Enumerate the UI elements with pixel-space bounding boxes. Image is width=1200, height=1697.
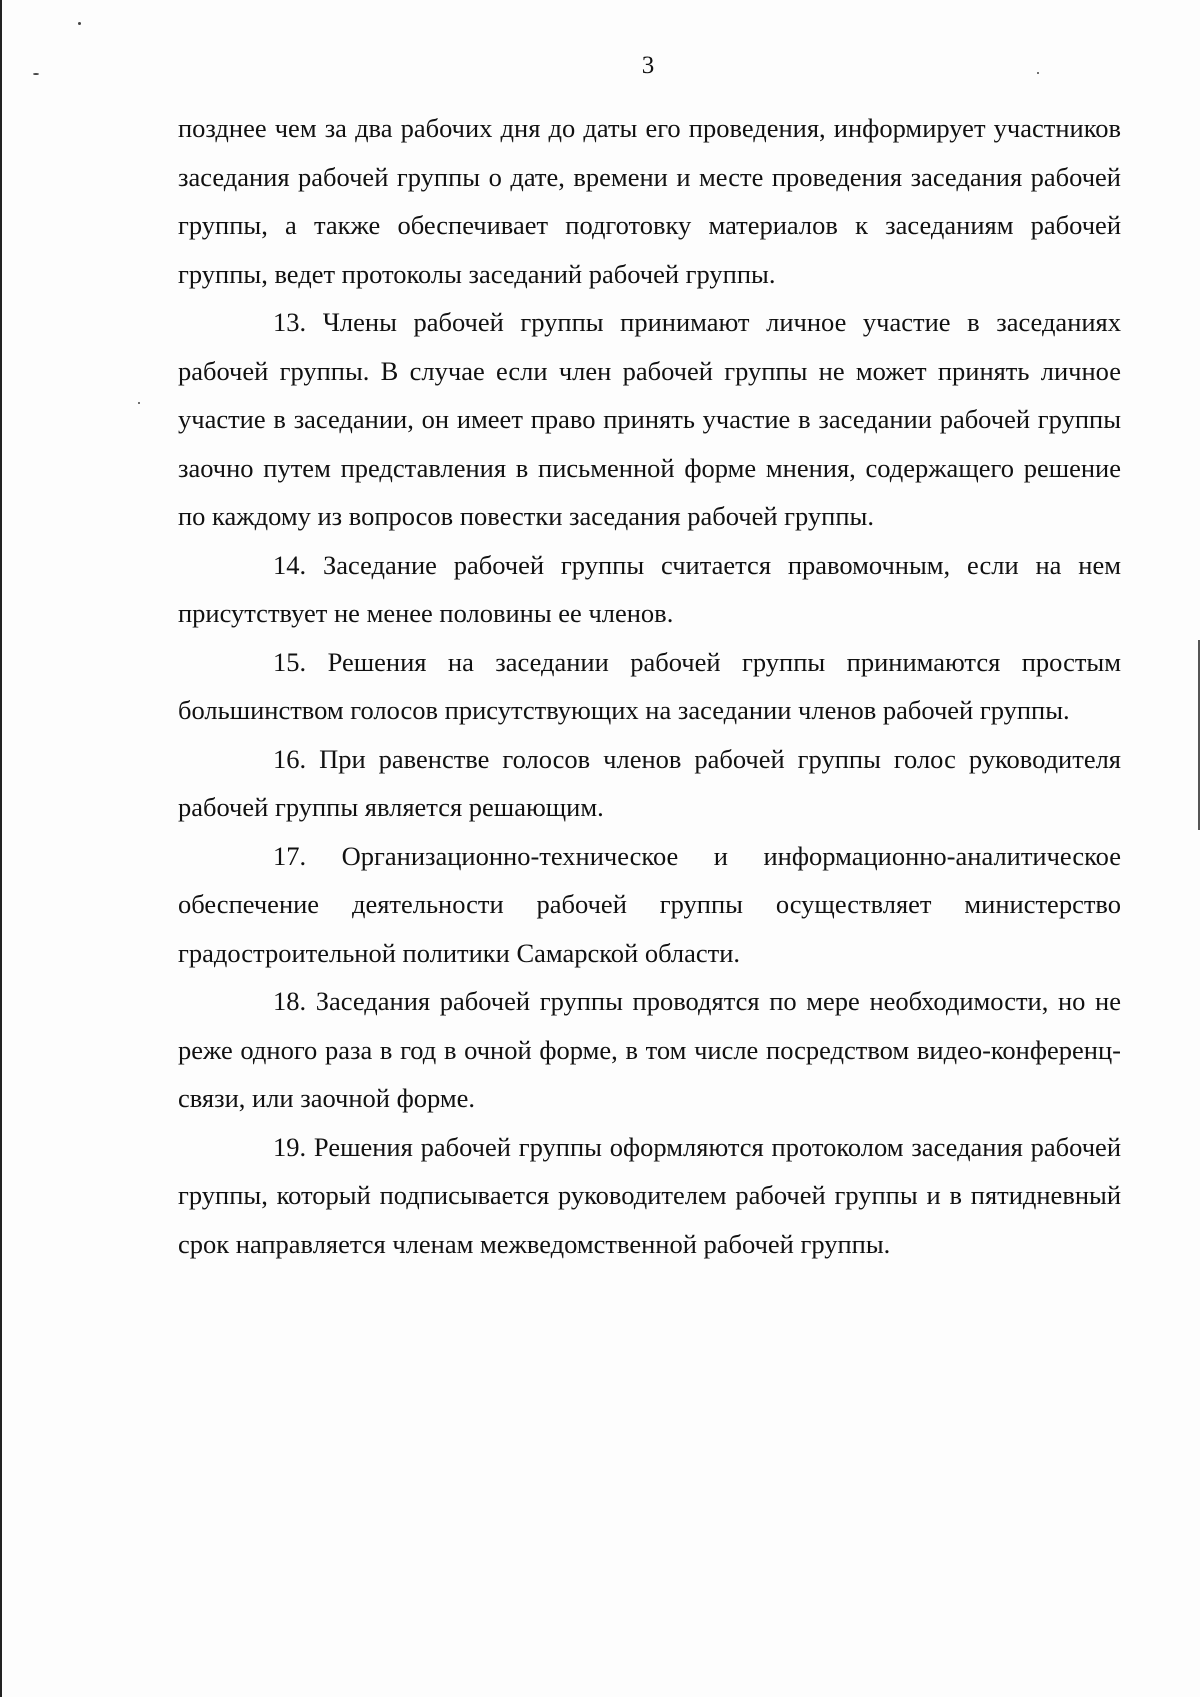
paragraph-16: 16. При равенстве голосов членов рабочей группы голос руководителя рабочей группы является решающим. [178,743,1121,822]
scan-border-left [0,0,2,1697]
document-body [178,104,1121,1268]
paragraph-18: 18. Заседания рабочей группы проводятся по мере необходимости, но не реже одного раза в год в очной форме, в том числе посредством видео-конференц-связи, или заочной форме. [178,986,1121,1113]
paragraph-12-continuation: позднее чем за два рабочих дня до даты его проведения, информирует участников заседания рабочей группы о дате, времени и месте проведения заседания рабочей группы, а также обеспечивает подготовку материалов к заседаниям рабочей группы, ведет протоколы заседаний рабочей группы. [178,113,1121,289]
paragraph-19: 19. Решения рабочей группы оформляются протоколом заседания рабочей группы, который подписывается руководителем рабочей группы и в пятидневный срок направляется членам межведомственной рабочей группы. [178,1131,1121,1259]
paragraph-15: 15. Решения на заседании рабочей группы принимаются простым большинством голосов присутствующих на заседании членов рабочей группы. [178,646,1121,725]
paragraph-17: 17. Организационно-техническое и информационно-аналитическое обеспечение деятельности рабочей группы осуществляет министерство градостроительной политики Самарской области. [178,840,1121,968]
scan-speck [78,22,81,25]
paragraph-13: 13. Члены рабочей группы принимают личное участие в заседаниях рабочей группы. В случае если член рабочей группы не может принять личное участие в заседании, он имеет право принять участие в заседании рабочей группы заочно путем представления в письменной форме мнения, содержащего решение по каждому из вопросов повестки заседания рабочей группы. [178,307,1121,531]
paragraph-14: 14. Заседание рабочей группы считается правомочным, если на нем присутствует не менее половины ее членов. [178,549,1121,628]
scan-speck [138,402,140,404]
page-number: 3 [641,52,655,79]
